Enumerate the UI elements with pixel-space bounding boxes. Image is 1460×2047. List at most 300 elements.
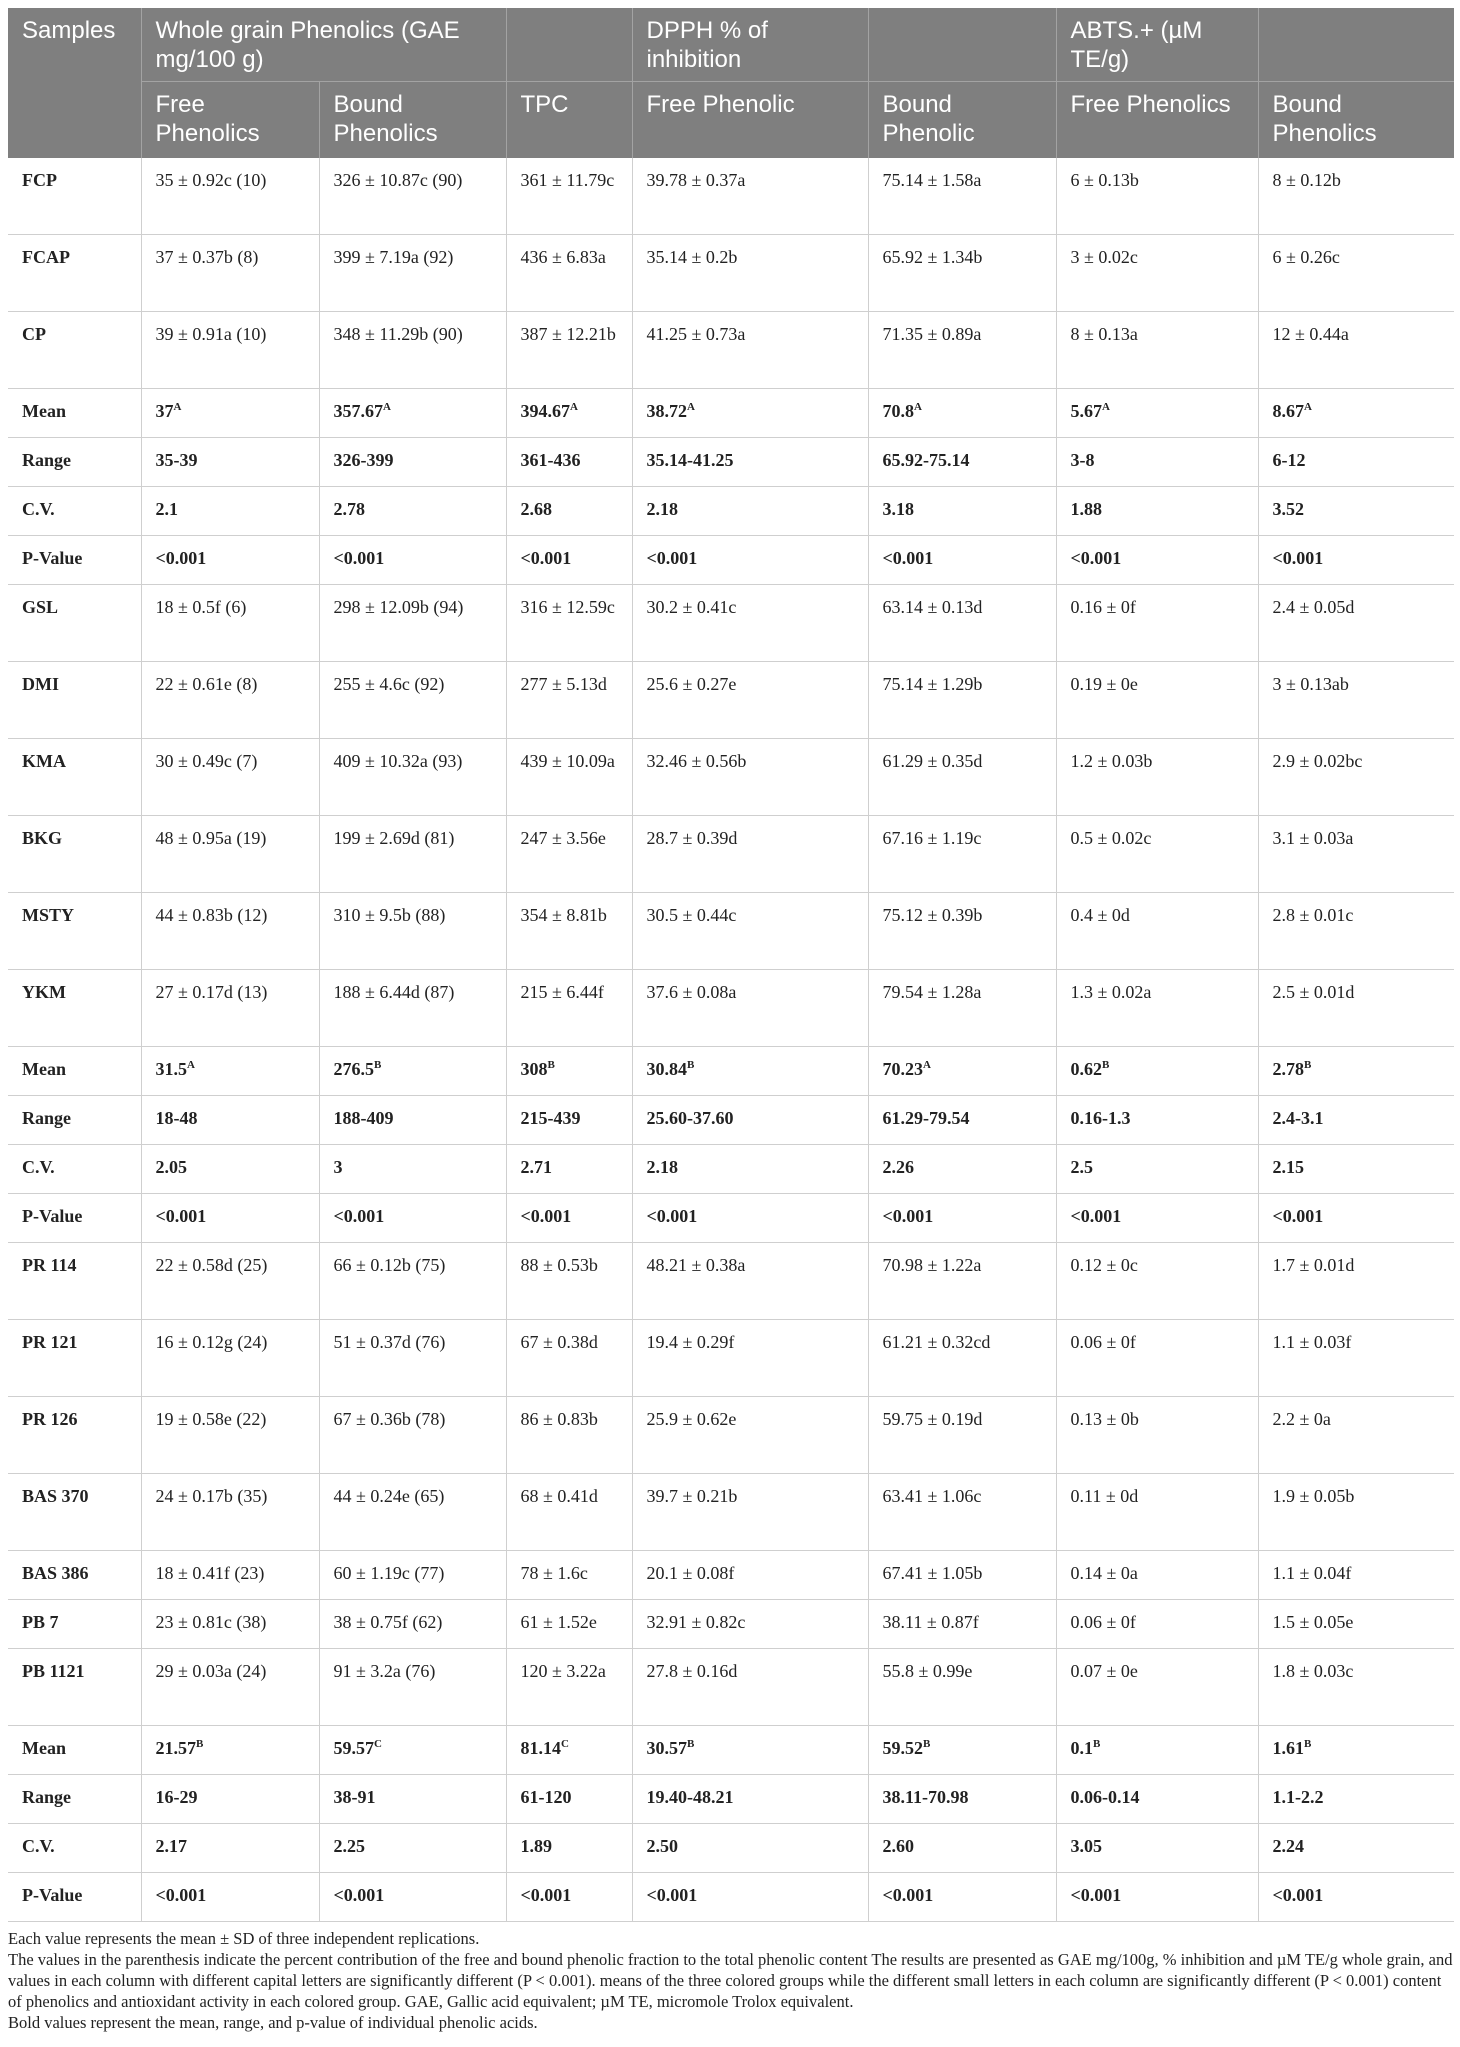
table-cell [141, 1145, 319, 1194]
significance-letter: B [687, 1059, 695, 1071]
cell-value: DMI [22, 674, 59, 694]
table-cell [868, 739, 1056, 816]
table-cell [1258, 1649, 1454, 1726]
cell-value: 2.2 ± 0a [1272, 1409, 1331, 1429]
document [8, 8, 1454, 2033]
cell-value: 70.98 ± 1.22a [882, 1255, 982, 1275]
table-cell [1258, 816, 1454, 893]
subheader-bound-phenolics: Bound Phenolics [319, 82, 506, 159]
cell-value: 0.07 ± 0e [1070, 1661, 1138, 1681]
cell-value: PR 114 [22, 1255, 77, 1275]
table-cell [1056, 1649, 1258, 1726]
cell-value: 0.19 ± 0e [1070, 674, 1138, 694]
table-cell [868, 893, 1056, 970]
subheader-free-phenolics: Free Phenolics [141, 82, 319, 159]
cell-value: 0.06-0.14 [1070, 1787, 1140, 1807]
cell-value: 37 ± 0.37b (8) [155, 247, 259, 267]
cell-value: 3.52 [1272, 499, 1304, 519]
cell-value: 59.52 [882, 1738, 923, 1758]
table-row [8, 739, 1454, 816]
cell-value: 316 ± 12.59c [520, 597, 615, 617]
significance-letter: B [547, 1059, 555, 1071]
cell-value: 8 ± 0.13a [1070, 324, 1138, 344]
cell-value: 2.50 [646, 1836, 678, 1856]
cell-value: 78 ± 1.6c [520, 1563, 588, 1583]
row-label [8, 1775, 141, 1824]
table-cell [506, 739, 632, 816]
table-cell [868, 585, 1056, 662]
table-cell [506, 1397, 632, 1474]
table-cell [868, 1551, 1056, 1600]
table-cell [506, 158, 632, 235]
table-cell [141, 235, 319, 312]
cell-value: 44 ± 0.83b (12) [155, 905, 268, 925]
significance-letter: B [687, 1738, 695, 1750]
row-label [8, 389, 141, 438]
table-header [8, 8, 1454, 158]
cell-value: <0.001 [520, 1885, 572, 1905]
header-whole-grain-phenolics: Whole grain Phenolics (GAE mg/100 g) [141, 8, 506, 82]
cell-value: 2.5 [1070, 1157, 1093, 1177]
table-cell [141, 970, 319, 1047]
cell-value: 1.1 ± 0.03f [1272, 1332, 1352, 1352]
table-cell [141, 1775, 319, 1824]
cell-value: 61.21 ± 0.32cd [882, 1332, 991, 1352]
significance-letter: A [687, 401, 695, 413]
header-blank-2 [868, 8, 1056, 82]
cell-value: 61.29 ± 0.35d [882, 751, 983, 771]
cell-value: 67.41 ± 1.05b [882, 1563, 983, 1583]
table-cell [1056, 1397, 1258, 1474]
cell-value: 0.4 ± 0d [1070, 905, 1130, 925]
table-cell [1258, 1551, 1454, 1600]
cell-value: 2.68 [520, 499, 552, 519]
table-cell [1056, 1194, 1258, 1243]
table-cell [506, 1824, 632, 1873]
table-cell [632, 816, 868, 893]
significance-letter: B [1102, 1059, 1110, 1071]
subheader-tpc: TPC [506, 82, 632, 159]
table-cell [1258, 1726, 1454, 1775]
table-cell [141, 389, 319, 438]
table-cell [1056, 970, 1258, 1047]
cell-value: 436 ± 6.83a [520, 247, 606, 267]
cell-value: 3.18 [882, 499, 914, 519]
table-cell [1056, 1096, 1258, 1145]
row-label [8, 1397, 141, 1474]
table-cell [632, 487, 868, 536]
table-cell [506, 585, 632, 662]
cell-value: 28.7 ± 0.39d [646, 828, 738, 848]
table-cell [1258, 1474, 1454, 1551]
summary-row [8, 487, 1454, 536]
table-cell [1258, 1047, 1454, 1096]
summary-row [8, 1775, 1454, 1824]
table-cell [319, 1474, 506, 1551]
table-cell [141, 1600, 319, 1649]
cell-value: Range [22, 1108, 71, 1128]
table-cell [141, 585, 319, 662]
cell-value: 2.18 [646, 499, 678, 519]
table-cell [319, 1194, 506, 1243]
cell-value: 2.78 [1272, 1059, 1304, 1079]
table-row [8, 662, 1454, 739]
row-label [8, 1194, 141, 1243]
table-cell [868, 1726, 1056, 1775]
cell-value: 61-120 [520, 1787, 572, 1807]
table-cell [1258, 1824, 1454, 1873]
table-cell [1258, 662, 1454, 739]
cell-value: 51 ± 0.37d (76) [333, 1332, 446, 1352]
significance-letter: C [374, 1738, 382, 1750]
table-cell [506, 1551, 632, 1600]
cell-value: 6-12 [1272, 450, 1306, 470]
table-cell [1056, 1145, 1258, 1194]
table-cell [506, 1600, 632, 1649]
table-cell [868, 1649, 1056, 1726]
table-cell [141, 1047, 319, 1096]
cell-value: 91 ± 3.2a (76) [333, 1661, 436, 1681]
cell-value: 0.11 ± 0d [1070, 1486, 1139, 1506]
table-cell [141, 1397, 319, 1474]
row-label [8, 536, 141, 585]
cell-value: 39.78 ± 0.37a [646, 170, 746, 190]
table-cell [1056, 1824, 1258, 1873]
cell-value: 38.11 ± 0.87f [882, 1612, 979, 1632]
table-cell [506, 1474, 632, 1551]
table-row [8, 1320, 1454, 1397]
table-cell [319, 487, 506, 536]
row-label [8, 235, 141, 312]
significance-letter: A [173, 401, 182, 413]
cell-value: 0.5 ± 0.02c [1070, 828, 1152, 848]
table-cell [632, 1145, 868, 1194]
table-cell [868, 1474, 1056, 1551]
cell-value: 59.75 ± 0.19d [882, 1409, 983, 1429]
table-cell [319, 536, 506, 585]
cell-value: 18 ± 0.41f (23) [155, 1563, 265, 1583]
cell-value: 70.8 [882, 401, 914, 421]
cell-value: 3 [333, 1157, 343, 1177]
table-cell [632, 662, 868, 739]
table-cell [868, 1096, 1056, 1145]
table-cell [868, 438, 1056, 487]
table-cell [868, 158, 1056, 235]
cell-value: C.V. [22, 499, 55, 519]
row-label [8, 816, 141, 893]
table-cell [141, 1649, 319, 1726]
cell-value: P-Value [22, 1885, 83, 1905]
cell-value: 88 ± 0.53b [520, 1255, 598, 1275]
cell-value: 70.23 [882, 1059, 923, 1079]
cell-value: 41.25 ± 0.73a [646, 324, 746, 344]
significance-letter: A [187, 1059, 195, 1071]
table-cell [1056, 1775, 1258, 1824]
table-cell [868, 1145, 1056, 1194]
cell-value: 35 ± 0.92c (10) [155, 170, 267, 190]
significance-letter: A [570, 401, 578, 413]
cell-value: BAS 386 [22, 1563, 89, 1583]
cell-value: 12 ± 0.44a [1272, 324, 1349, 344]
cell-value: KMA [22, 751, 66, 771]
table-row [8, 235, 1454, 312]
table-cell [319, 1726, 506, 1775]
cell-value: 44 ± 0.24e (65) [333, 1486, 445, 1506]
summary-row [8, 1047, 1454, 1096]
table-cell [319, 1824, 506, 1873]
cell-value: 39.7 ± 0.21b [646, 1486, 738, 1506]
table-cell [1258, 1145, 1454, 1194]
table-cell [506, 1873, 632, 1922]
cell-value: 21.57 [155, 1738, 196, 1758]
cell-value: 1.1-2.2 [1272, 1787, 1324, 1807]
table-cell [868, 970, 1056, 1047]
table-cell [506, 662, 632, 739]
table-cell [319, 438, 506, 487]
table-cell [506, 1649, 632, 1726]
cell-value: CP [22, 324, 46, 344]
row-label [8, 1824, 141, 1873]
cell-value: 79.54 ± 1.28a [882, 982, 982, 1002]
cell-value: <0.001 [882, 1885, 934, 1905]
table-cell [632, 235, 868, 312]
row-label [8, 662, 141, 739]
cell-value: <0.001 [646, 548, 698, 568]
cell-value: 1.3 ± 0.02a [1070, 982, 1152, 1002]
table-row [8, 1397, 1454, 1474]
cell-value: 361 ± 11.79c [520, 170, 615, 190]
cell-value: 30.57 [646, 1738, 687, 1758]
table-cell [1258, 1320, 1454, 1397]
cell-value: PR 126 [22, 1409, 78, 1429]
footnote: Each value represents the mean ± SD of three independent replications. [8, 1929, 480, 1948]
table-cell [868, 1873, 1056, 1922]
cell-value: 32.91 ± 0.82c [646, 1612, 746, 1632]
table-cell [506, 1243, 632, 1320]
table-cell [868, 312, 1056, 389]
table-cell [506, 1194, 632, 1243]
cell-value: 0.1 [1070, 1738, 1093, 1758]
cell-value: <0.001 [333, 1885, 385, 1905]
cell-value: 2.78 [333, 499, 365, 519]
cell-value: 3.1 ± 0.03a [1272, 828, 1354, 848]
cell-value: 6 ± 0.13b [1070, 170, 1139, 190]
row-label [8, 970, 141, 1047]
table-cell [632, 1397, 868, 1474]
cell-value: 31.5 [155, 1059, 187, 1079]
cell-value: BAS 370 [22, 1486, 89, 1506]
table-cell [506, 816, 632, 893]
table-cell [1056, 816, 1258, 893]
cell-value: 247 ± 3.56e [520, 828, 606, 848]
cell-value: 86 ± 0.83b [520, 1409, 598, 1429]
cell-value: 354 ± 8.81b [520, 905, 607, 925]
cell-value: 30.5 ± 0.44c [646, 905, 737, 925]
cell-value: 0.06 ± 0f [1070, 1332, 1136, 1352]
table-row [8, 1474, 1454, 1551]
table-cell [868, 1320, 1056, 1397]
table-cell [1258, 970, 1454, 1047]
significance-letter: A [1304, 401, 1312, 413]
table-cell [319, 816, 506, 893]
cell-value: 59.57 [333, 1738, 374, 1758]
cell-value: 357.67 [333, 401, 383, 421]
cell-value: PB 1121 [22, 1661, 85, 1681]
cell-value: 67.16 ± 1.19c [882, 828, 982, 848]
cell-value: 2.4-3.1 [1272, 1108, 1324, 1128]
table-cell [319, 1243, 506, 1320]
cell-value: 188 ± 6.44d (87) [333, 982, 455, 1002]
summary-row [8, 1096, 1454, 1145]
cell-value: 24 ± 0.17b (35) [155, 1486, 268, 1506]
summary-row [8, 438, 1454, 487]
cell-value: PR 121 [22, 1332, 78, 1352]
cell-value: FCP [22, 170, 57, 190]
cell-value: 61.29-79.54 [882, 1108, 970, 1128]
row-label [8, 1320, 141, 1397]
table-cell [1258, 1873, 1454, 1922]
header-dpph: DPPH % of inhibition [632, 8, 868, 82]
cell-value: 215 ± 6.44f [520, 982, 604, 1002]
summary-row [8, 1726, 1454, 1775]
significance-letter: A [923, 1059, 931, 1071]
cell-value: 63.41 ± 1.06c [882, 1486, 982, 1506]
table-cell [868, 1047, 1056, 1096]
table-cell [632, 312, 868, 389]
subheader-dpph-free: Free Phenolic [632, 82, 868, 159]
cell-value: 439 ± 10.09a [520, 751, 615, 771]
table-cell [1258, 1397, 1454, 1474]
cell-value: 22 ± 0.58d (25) [155, 1255, 268, 1275]
table-cell [319, 739, 506, 816]
table-cell [1056, 1047, 1258, 1096]
table-cell [868, 662, 1056, 739]
cell-value: 39 ± 0.91a (10) [155, 324, 267, 344]
cell-value: 3-8 [1070, 450, 1095, 470]
table-cell [1258, 536, 1454, 585]
table-cell [506, 1096, 632, 1145]
table-row [8, 312, 1454, 389]
table-cell [1056, 1320, 1258, 1397]
table-cell [319, 1775, 506, 1824]
table-cell [319, 893, 506, 970]
table-cell [632, 970, 868, 1047]
table-cell [506, 1775, 632, 1824]
table-cell [506, 1320, 632, 1397]
table-cell [141, 487, 319, 536]
significance-letter: C [561, 1738, 569, 1750]
summary-row [8, 389, 1454, 438]
table-body [8, 158, 1454, 1922]
table-cell [141, 1096, 319, 1145]
summary-row [8, 1873, 1454, 1922]
cell-value: 30 ± 0.49c (7) [155, 751, 258, 771]
cell-value: 32.46 ± 0.56b [646, 751, 747, 771]
table-cell [141, 536, 319, 585]
table-cell [868, 1600, 1056, 1649]
cell-value: Mean [22, 1738, 66, 1758]
subheader-abts-free: Free Phenolics [1056, 82, 1258, 159]
cell-value: Mean [22, 401, 66, 421]
cell-value: 1.7 ± 0.01d [1272, 1255, 1355, 1275]
cell-value: 1.89 [520, 1836, 552, 1856]
table-cell [632, 1775, 868, 1824]
cell-value: 308 [520, 1059, 548, 1079]
table-cell [319, 970, 506, 1047]
cell-value: 61 ± 1.52e [520, 1612, 597, 1632]
table-cell [319, 312, 506, 389]
table-row [8, 1649, 1454, 1726]
cell-value: 2.25 [333, 1836, 365, 1856]
row-label [8, 1551, 141, 1600]
table-cell [319, 662, 506, 739]
table-cell [1056, 158, 1258, 235]
table-cell [632, 1096, 868, 1145]
table-cell [632, 1873, 868, 1922]
table-cell [1056, 1474, 1258, 1551]
table-cell [1258, 739, 1454, 816]
table-cell [1056, 312, 1258, 389]
cell-value: 63.14 ± 0.13d [882, 597, 983, 617]
table-cell [1258, 158, 1454, 235]
cell-value: 0.13 ± 0b [1070, 1409, 1139, 1429]
table-cell [1056, 1726, 1258, 1775]
cell-value: 2.05 [155, 1157, 187, 1177]
table-cell [141, 438, 319, 487]
table-cell [506, 893, 632, 970]
cell-value: <0.001 [646, 1206, 698, 1226]
cell-value: 23 ± 0.81c (38) [155, 1612, 267, 1632]
cell-value: <0.001 [1070, 1206, 1122, 1226]
row-label [8, 1243, 141, 1320]
table-row [8, 585, 1454, 662]
table-cell [141, 312, 319, 389]
table-cell [632, 893, 868, 970]
cell-value: Range [22, 1787, 71, 1807]
cell-value: 255 ± 4.6c (92) [333, 674, 445, 694]
cell-value: 326-399 [333, 450, 394, 470]
cell-value: YKM [22, 982, 66, 1002]
table-cell [1258, 1600, 1454, 1649]
cell-value: 0.16-1.3 [1070, 1108, 1131, 1128]
cell-value: 37.6 ± 0.08a [646, 982, 737, 1002]
cell-value: 8.67 [1272, 401, 1304, 421]
cell-value: 2.8 ± 0.01c [1272, 905, 1354, 925]
cell-value: 27.8 ± 0.16d [646, 1661, 738, 1681]
table-cell [319, 1873, 506, 1922]
table-cell [506, 487, 632, 536]
cell-value: 19 ± 0.58e (22) [155, 1409, 267, 1429]
table-cell [632, 1600, 868, 1649]
cell-value: <0.001 [520, 1206, 572, 1226]
cell-value: 2.15 [1272, 1157, 1304, 1177]
cell-value: 276.5 [333, 1059, 374, 1079]
cell-value: <0.001 [646, 1885, 698, 1905]
table-cell [141, 1726, 319, 1775]
cell-value: <0.001 [1070, 1885, 1122, 1905]
table-cell [1258, 487, 1454, 536]
table-cell [868, 816, 1056, 893]
row-label [8, 487, 141, 536]
table-cell [1258, 438, 1454, 487]
table-cell [632, 585, 868, 662]
cell-value: MSTY [22, 905, 75, 925]
table-cell [141, 662, 319, 739]
cell-value: 215-439 [520, 1108, 581, 1128]
cell-value: 310 ± 9.5b (88) [333, 905, 446, 925]
cell-value: 75.14 ± 1.58a [882, 170, 982, 190]
cell-value: <0.001 [155, 1885, 207, 1905]
